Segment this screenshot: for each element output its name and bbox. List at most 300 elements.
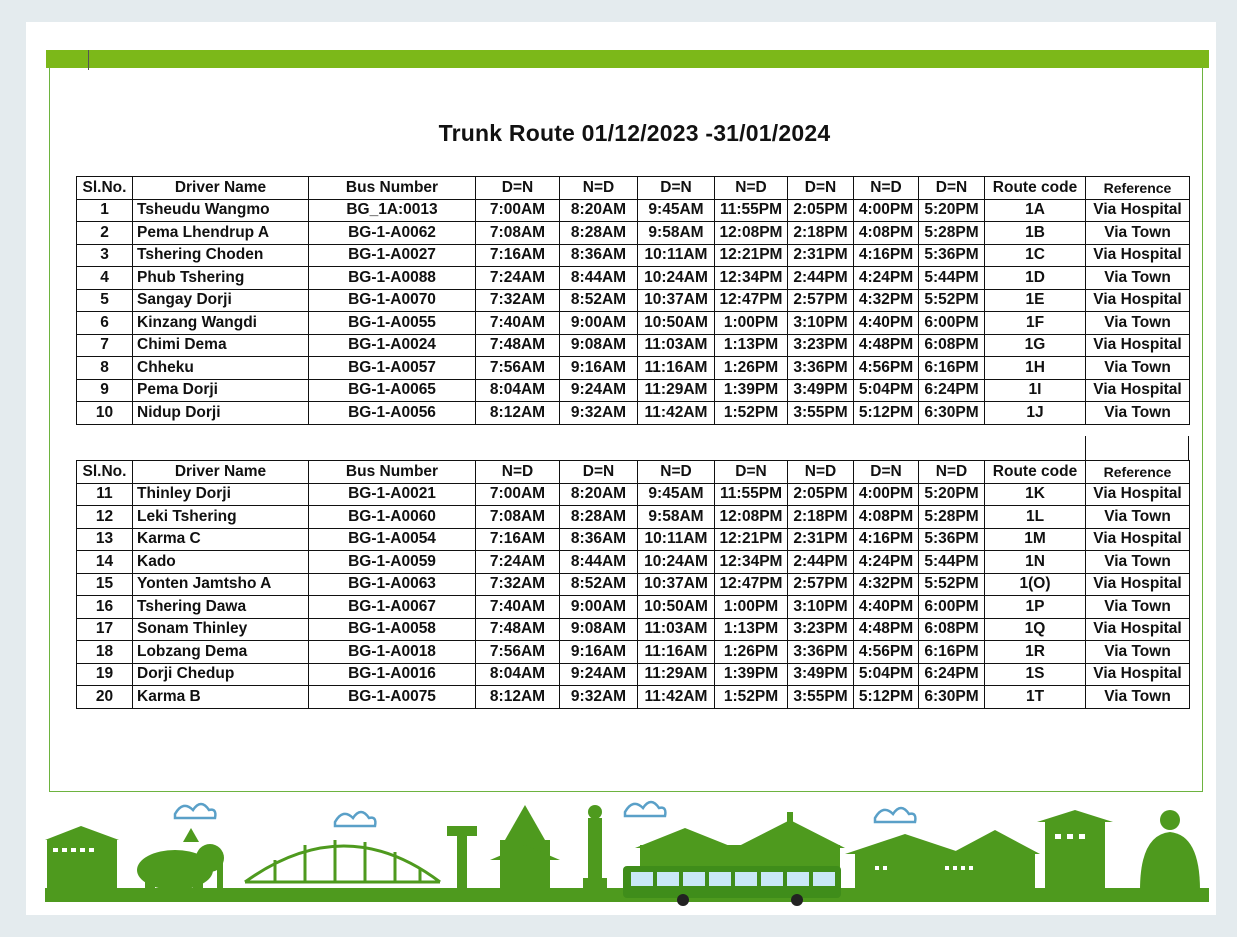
table-cell: 11:55PM [715,199,788,222]
table-cell: BG-1-A0062 [309,222,476,245]
table-cell: 8:20AM [560,199,638,222]
column-header: D=N [919,177,985,200]
table-cell: 7:00AM [476,199,560,222]
table-cell: 3:23PM [788,334,854,357]
table-cell: 1R [985,641,1086,664]
table-cell: 12 [77,506,133,529]
table-cell: Sonam Thinley [133,618,309,641]
table-cell: 19 [77,663,133,686]
table-cell: 7:24AM [476,267,560,290]
table-cell: 7:48AM [476,618,560,641]
table-cell: 8:44AM [560,551,638,574]
table-cell: 11:03AM [638,334,715,357]
table-row [77,402,1190,425]
table-cell: 3:10PM [788,596,854,619]
table-cell: 9:58AM [638,506,715,529]
table-cell: 1P [985,596,1086,619]
table-cell: 7:40AM [476,312,560,335]
table-cell: 6:30PM [919,402,985,425]
table-cell: Pema Dorji [133,379,309,402]
table-cell: Via Town [1086,506,1190,529]
table-cell: 4:48PM [854,334,919,357]
table-cell: BG-1-A0058 [309,618,476,641]
table-cell: 16 [77,596,133,619]
table-cell: 11:42AM [638,686,715,709]
table-cell: 6:00PM [919,312,985,335]
column-header: D=N [476,177,560,200]
table-cell: 8:52AM [560,289,638,312]
column-header: Route code [985,461,1086,484]
table-cell: 7:32AM [476,573,560,596]
table-cell: 1S [985,663,1086,686]
table-cell: 9:00AM [560,312,638,335]
table-cell: Chheku [133,357,309,380]
table-cell: Via Town [1086,357,1190,380]
table-cell: 10:11AM [638,244,715,267]
table-cell: 3 [77,244,133,267]
table-cell: 1E [985,289,1086,312]
table-cell: 7:56AM [476,357,560,380]
table-cell: 9:32AM [560,686,638,709]
table-cell: 6:08PM [919,618,985,641]
table-cell: Karma C [133,528,309,551]
table-cell: Via Hospital [1086,244,1190,267]
table-cell: 10:24AM [638,551,715,574]
table-cell: 4:32PM [854,289,919,312]
table-cell: 4:16PM [854,528,919,551]
table-cell: 7:48AM [476,334,560,357]
table-cell: 4:16PM [854,244,919,267]
table-cell: 5 [77,289,133,312]
table-cell: 5:12PM [854,402,919,425]
table-cell: BG-1-A0070 [309,289,476,312]
table-cell: 1A [985,199,1086,222]
table-cell: 2 [77,222,133,245]
table-cell: 6:24PM [919,663,985,686]
dzong-icon [45,826,119,890]
table-cell: 1:52PM [715,402,788,425]
table-cell: 3:55PM [788,402,854,425]
table-cell: 11:42AM [638,402,715,425]
table-cell: Via Hospital [1086,573,1190,596]
table-cell: 1:00PM [715,596,788,619]
header-accent-bar [46,50,1209,68]
table-cell: 11:16AM [638,641,715,664]
table-cell: 1C [985,244,1086,267]
table-cell: 1H [985,357,1086,380]
table-row [77,379,1190,402]
table-cell: 1 [77,199,133,222]
table-cell: 10:24AM [638,267,715,290]
table-cell: BG-1-A0065 [309,379,476,402]
table-cell: 8:28AM [560,222,638,245]
table-cell: 6:16PM [919,357,985,380]
table-cell: BG-1-A0021 [309,483,476,506]
table-cell: 2:31PM [788,244,854,267]
table-cell: 7:56AM [476,641,560,664]
bhutan-skyline-banner [45,790,1209,908]
table-cell: 5:04PM [854,379,919,402]
table-cell: 9:16AM [560,357,638,380]
table-cell: 3:36PM [788,641,854,664]
table-cell: Via Town [1086,686,1190,709]
table-cell: Yonten Jamtsho A [133,573,309,596]
table-cell: 1:52PM [715,686,788,709]
table-cell: 4:48PM [854,618,919,641]
table-cell: 12:21PM [715,528,788,551]
table-cell: 9:45AM [638,199,715,222]
table-cell: 9:24AM [560,379,638,402]
column-header: Sl.No. [77,461,133,484]
table-cell: 1J [985,402,1086,425]
table-cell: Via Hospital [1086,618,1190,641]
table-cell: 5:04PM [854,663,919,686]
table-row [77,199,1190,222]
table-cell: 8:28AM [560,506,638,529]
seated-buddha-icon [1140,810,1200,890]
table-cell: 5:20PM [919,483,985,506]
table-cell: Tshering Dawa [133,596,309,619]
table-cell: 12:08PM [715,222,788,245]
table-header-row [77,461,1190,484]
table-cell: 9:45AM [638,483,715,506]
column-header: D=N [854,461,919,484]
stupa-icon [490,805,560,890]
table-cell: Sangay Dorji [133,289,309,312]
table-cell: 4:24PM [854,267,919,290]
table-cell: BG-1-A0075 [309,686,476,709]
table-cell: 1:39PM [715,663,788,686]
table-cell: 12:47PM [715,573,788,596]
table-row [77,618,1190,641]
table-cell: Via Hospital [1086,528,1190,551]
table-cell: 4:24PM [854,551,919,574]
column-header: Reference [1086,461,1190,484]
table-cell: 4:00PM [854,483,919,506]
table-cell: 8:04AM [476,379,560,402]
table-cell: 6:08PM [919,334,985,357]
table-cell: BG-1-A0054 [309,528,476,551]
table-row [77,289,1190,312]
table-cell: 6:00PM [919,596,985,619]
table-cell: 3:10PM [788,312,854,335]
table-cell: 8:36AM [560,528,638,551]
table-cell: 1:13PM [715,618,788,641]
table-cell: 1:26PM [715,357,788,380]
table-cell: 3:23PM [788,618,854,641]
table-cell: BG_1A:0013 [309,199,476,222]
table-cell: Phub Tshering [133,267,309,290]
column-header: N=D [919,461,985,484]
table-cell: 8:04AM [476,663,560,686]
table-cell: 17 [77,618,133,641]
table-cell: 9 [77,379,133,402]
table-cell: Leki Tshering [133,506,309,529]
table-row [77,573,1190,596]
column-header: N=D [638,461,715,484]
table-cell: Via Hospital [1086,663,1190,686]
column-header: Bus Number [309,177,476,200]
table-cell: 14 [77,551,133,574]
table-cell: 1:00PM [715,312,788,335]
table-cell: 9:24AM [560,663,638,686]
table-cell: 2:18PM [788,222,854,245]
table-cell: Tshering Choden [133,244,309,267]
table-cell: 8:52AM [560,573,638,596]
table-cell: 4:56PM [854,357,919,380]
table-cell: 5:20PM [919,199,985,222]
table-cell: Via Hospital [1086,379,1190,402]
table-row [77,222,1190,245]
table-cell: 11 [77,483,133,506]
table-cell: 10:50AM [638,596,715,619]
table-cell: 1F [985,312,1086,335]
column-header: N=D [854,177,919,200]
column-header: Reference [1086,177,1190,200]
table-cell: 1M [985,528,1086,551]
table-cell: 3:55PM [788,686,854,709]
table-cell: BG-1-A0088 [309,267,476,290]
table-gap-cell [1085,436,1189,460]
table-cell: 18 [77,641,133,664]
table-cell: 2:05PM [788,483,854,506]
table-cell: 7:08AM [476,506,560,529]
table-cell: 4:08PM [854,222,919,245]
table-row [77,686,1190,709]
table-cell: BG-1-A0057 [309,357,476,380]
table-cell: BG-1-A0067 [309,596,476,619]
table-cell: 2:44PM [788,551,854,574]
table-cell: 9:32AM [560,402,638,425]
table-cell: Via Hospital [1086,199,1190,222]
table-cell: 4:08PM [854,506,919,529]
table-cell: 12:21PM [715,244,788,267]
table-cell: Chimi Dema [133,334,309,357]
table-cell: 5:44PM [919,551,985,574]
clock-tower-icon [447,826,477,890]
table-cell: 1K [985,483,1086,506]
table-cell: 6:30PM [919,686,985,709]
table-cell: Karma B [133,686,309,709]
table-cell: 8:36AM [560,244,638,267]
column-header: N=D [788,461,854,484]
table-cell: 10:50AM [638,312,715,335]
table-cell: 1I [985,379,1086,402]
table-header-row [77,177,1190,200]
table-cell: Via Town [1086,267,1190,290]
table-cell: 5:28PM [919,506,985,529]
table-cell: 11:29AM [638,663,715,686]
table-cell: 9:58AM [638,222,715,245]
table-cell: Via Town [1086,222,1190,245]
table-cell: 10:11AM [638,528,715,551]
table-cell: Via Hospital [1086,483,1190,506]
table-cell: 7:40AM [476,596,560,619]
table-cell: 7:08AM [476,222,560,245]
document-title: Trunk Route 01/12/2023 -31/01/2024 [438,120,831,146]
table-cell: 2:57PM [788,573,854,596]
table-cell: BG-1-A0055 [309,312,476,335]
table-cell: 7:00AM [476,483,560,506]
table-row [77,267,1190,290]
table-cell: BG-1-A0059 [309,551,476,574]
table-cell: 5:52PM [919,573,985,596]
table-cell: 5:12PM [854,686,919,709]
table-cell: Via Town [1086,312,1190,335]
table-row [77,312,1190,335]
table-cell: 11:55PM [715,483,788,506]
table-cell: 8:44AM [560,267,638,290]
table-cell: BG-1-A0016 [309,663,476,686]
table-cell: 1Q [985,618,1086,641]
table-cell: 1N [985,551,1086,574]
table-cell: 1D [985,267,1086,290]
table-cell: 4 [77,267,133,290]
table-cell: 10:37AM [638,573,715,596]
cloud-icon [175,802,915,826]
table-cell: 1(O) [985,573,1086,596]
table-cell: Kinzang Wangdi [133,312,309,335]
dzong-icon [1037,810,1113,890]
column-header: Sl.No. [77,177,133,200]
table-cell: BG-1-A0060 [309,506,476,529]
column-header: D=N [560,461,638,484]
table-cell: 12:47PM [715,289,788,312]
table-row [77,596,1190,619]
table-cell: 8:12AM [476,402,560,425]
table-cell: 8:12AM [476,686,560,709]
table-cell: 10:37AM [638,289,715,312]
buddha-statue-icon [583,805,607,888]
table-cell: Thinley Dorji [133,483,309,506]
table-cell: 2:31PM [788,528,854,551]
table-cell: 11:03AM [638,618,715,641]
table-cell: 12:08PM [715,506,788,529]
table-cell: 15 [77,573,133,596]
table-row [77,641,1190,664]
column-header: Driver Name [133,177,309,200]
route-table-2 [76,460,1190,709]
table-cell: 8:20AM [560,483,638,506]
table-cell: Pema Lhendrup A [133,222,309,245]
table-cell: 1L [985,506,1086,529]
table-cell: BG-1-A0056 [309,402,476,425]
table-cell: 1G [985,334,1086,357]
table-cell: 1:39PM [715,379,788,402]
table-cell: 4:56PM [854,641,919,664]
table-row [77,528,1190,551]
column-header: Bus Number [309,461,476,484]
table-row [77,334,1190,357]
table-cell: 9:00AM [560,596,638,619]
table-cell: Via Town [1086,596,1190,619]
table-cell: 7 [77,334,133,357]
table-cell: BG-1-A0024 [309,334,476,357]
table-cell: 5:36PM [919,528,985,551]
table-cell: Via Town [1086,402,1190,425]
table-cell: 7:16AM [476,244,560,267]
table-cell: Via Hospital [1086,334,1190,357]
table-cell: 7:24AM [476,551,560,574]
table-cell: Lobzang Dema [133,641,309,664]
elephant-icon [137,828,224,890]
table-cell: 9:16AM [560,641,638,664]
column-header: N=D [560,177,638,200]
table-cell: BG-1-A0027 [309,244,476,267]
table-cell: 5:36PM [919,244,985,267]
table-cell: 1T [985,686,1086,709]
table-cell: 6 [77,312,133,335]
table-cell: 5:28PM [919,222,985,245]
table-cell: 7:16AM [476,528,560,551]
table-cell: Via Hospital [1086,289,1190,312]
table-cell: Via Town [1086,641,1190,664]
table-cell: Dorji Chedup [133,663,309,686]
table-cell: 11:16AM [638,357,715,380]
table-row [77,483,1190,506]
monastery-icon [845,830,1040,890]
table-cell: 4:00PM [854,199,919,222]
table-cell: 3:49PM [788,379,854,402]
table-cell: 5:52PM [919,289,985,312]
table-cell: 3:49PM [788,663,854,686]
table-cell: BG-1-A0063 [309,573,476,596]
table-cell: 10 [77,402,133,425]
table-cell: Nidup Dorji [133,402,309,425]
table-cell: 8 [77,357,133,380]
table-cell: 1:26PM [715,641,788,664]
table-row [77,244,1190,267]
table-cell: 20 [77,686,133,709]
column-header: D=N [638,177,715,200]
table-cell: 4:40PM [854,312,919,335]
table-row [77,663,1190,686]
table-cell: 6:16PM [919,641,985,664]
column-header: N=D [476,461,560,484]
column-header: Route code [985,177,1086,200]
table-cell: 6:24PM [919,379,985,402]
table-cell: Via Town [1086,551,1190,574]
table-cell: 9:08AM [560,618,638,641]
table-row [77,357,1190,380]
table-row [77,506,1190,529]
table-cell: 11:29AM [638,379,715,402]
column-header: N=D [715,177,788,200]
table-cell: 3:36PM [788,357,854,380]
column-header: Driver Name [133,461,309,484]
table-cell: 12:34PM [715,267,788,290]
table-cell: Tsheudu Wangmo [133,199,309,222]
column-header: D=N [715,461,788,484]
table-cell: 2:57PM [788,289,854,312]
table-cell: 2:44PM [788,267,854,290]
table-cell: 12:34PM [715,551,788,574]
table-cell: 4:40PM [854,596,919,619]
bridge-icon [245,840,440,882]
table-cell: 2:18PM [788,506,854,529]
table-cell: 7:32AM [476,289,560,312]
table-cell: 13 [77,528,133,551]
table-cell: Kado [133,551,309,574]
table-row [77,551,1190,574]
table-cell: 4:32PM [854,573,919,596]
table-cell: 9:08AM [560,334,638,357]
route-table-1 [76,176,1190,425]
table-cell: 2:05PM [788,199,854,222]
table-cell: BG-1-A0018 [309,641,476,664]
table-cell: 1B [985,222,1086,245]
column-header: D=N [788,177,854,200]
